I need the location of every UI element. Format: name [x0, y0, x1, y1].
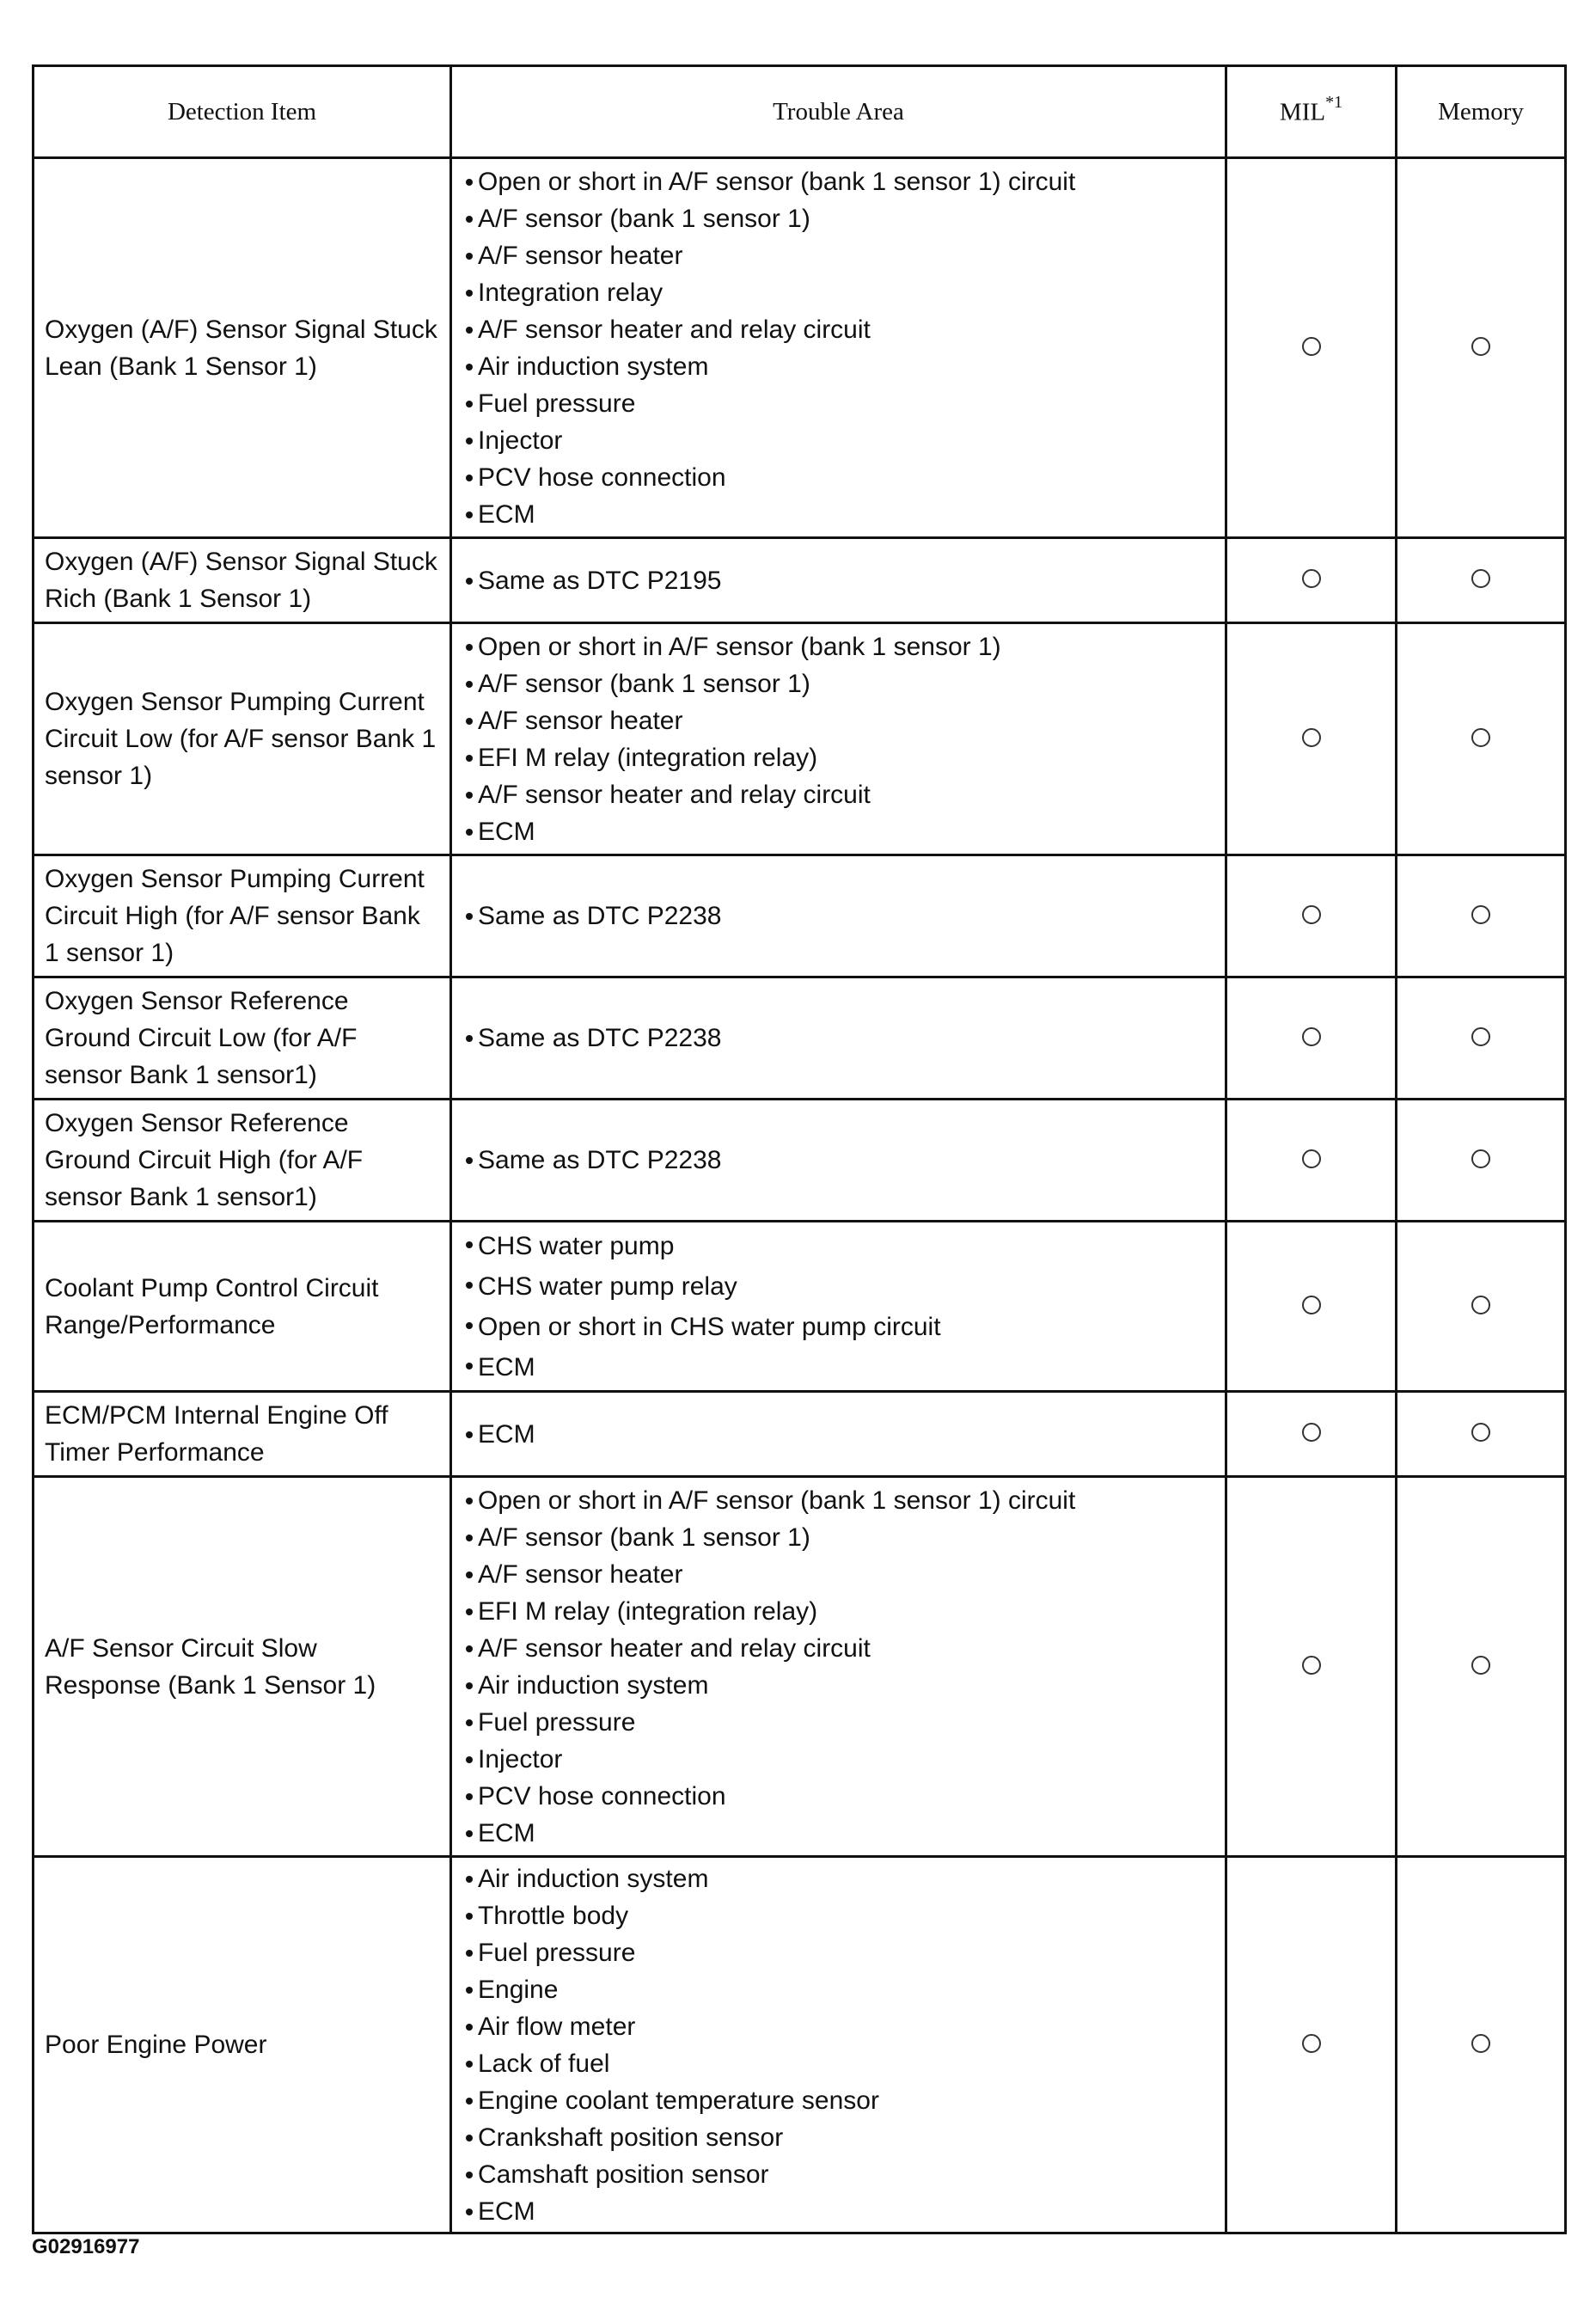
trouble-area-list — [478, 1226, 1225, 1388]
detection-item-cell: Oxygen Sensor Pumping Current Circuit High (for A/F sensor Bank 1 sensor 1) — [34, 855, 451, 977]
trouble-area-item: Throttle body — [478, 1897, 1225, 1934]
memory-circle-icon — [1471, 905, 1490, 924]
mil-circle-icon — [1302, 905, 1321, 924]
mil-cell — [1226, 623, 1397, 855]
trouble-area-cell — [451, 1477, 1226, 1857]
mil-circle-icon — [1302, 2034, 1321, 2053]
memory-cell — [1397, 1222, 1566, 1392]
mil-circle-icon — [1302, 1423, 1321, 1442]
memory-cell — [1397, 538, 1566, 623]
mil-circle-icon — [1302, 569, 1321, 588]
header-mil-label: MIL — [1279, 98, 1326, 126]
mil-circle-icon — [1302, 1149, 1321, 1168]
memory-cell — [1397, 977, 1566, 1100]
dtc-table — [32, 64, 1567, 2234]
trouble-area-item: ECM — [478, 1416, 1225, 1453]
figure-id: G02916977 — [32, 2235, 140, 2258]
table-body — [34, 158, 1566, 2233]
table-row — [34, 1100, 1566, 1222]
table-row — [34, 538, 1566, 623]
memory-circle-icon — [1471, 337, 1490, 356]
trouble-area-item: Open or short in A/F sensor (bank 1 sensor 1) circuit — [478, 1482, 1225, 1519]
detection-item-cell: Oxygen Sensor Reference Ground Circuit High (for A/F sensor Bank 1 sensor1) — [34, 1100, 451, 1222]
trouble-area-item: ECM — [478, 1347, 1225, 1388]
trouble-area-item: Air flow meter — [478, 2008, 1225, 2045]
trouble-area-item: A/F sensor heater and relay circuit — [478, 776, 1225, 813]
trouble-area-cell — [451, 623, 1226, 855]
memory-cell — [1397, 1477, 1566, 1857]
trouble-area-list — [478, 1860, 1225, 2230]
trouble-area-item: Lack of fuel — [478, 2045, 1225, 2082]
trouble-area-item: Same as DTC P2238 — [478, 1142, 1225, 1179]
detection-item-cell: Oxygen Sensor Reference Ground Circuit Low (for A/F sensor Bank 1 sensor1) — [34, 977, 451, 1100]
trouble-area-list — [478, 898, 1225, 934]
trouble-area-item: Engine coolant temperature sensor — [478, 2082, 1225, 2119]
trouble-area-item: Injector — [478, 422, 1225, 459]
trouble-area-list — [478, 1482, 1225, 1852]
memory-cell — [1397, 855, 1566, 977]
detection-item-cell: Oxygen (A/F) Sensor Signal Stuck Rich (Bank 1 Sensor 1) — [34, 538, 451, 623]
trouble-area-item: PCV hose connection — [478, 1778, 1225, 1815]
memory-circle-icon — [1471, 2034, 1490, 2053]
table-row — [34, 855, 1566, 977]
trouble-area-cell — [451, 977, 1226, 1100]
trouble-area-item: Fuel pressure — [478, 385, 1225, 422]
memory-circle-icon — [1471, 1656, 1490, 1675]
memory-cell — [1397, 623, 1566, 855]
trouble-area-item: ECM — [478, 496, 1225, 533]
trouble-area-item: A/F sensor heater — [478, 1556, 1225, 1593]
header-trouble-area: Trouble Area — [451, 66, 1226, 158]
mil-circle-icon — [1302, 1296, 1321, 1314]
mil-cell — [1226, 538, 1397, 623]
table-row — [34, 1392, 1566, 1477]
memory-circle-icon — [1471, 1027, 1490, 1046]
memory-circle-icon — [1471, 1423, 1490, 1442]
detection-item-cell: A/F Sensor Circuit Slow Response (Bank 1 Sensor 1) — [34, 1477, 451, 1857]
trouble-area-item: ECM — [478, 1815, 1225, 1852]
detection-item-cell: Oxygen Sensor Pumping Current Circuit Low (for A/F sensor Bank 1 sensor 1) — [34, 623, 451, 855]
memory-cell — [1397, 1392, 1566, 1477]
trouble-area-item: Fuel pressure — [478, 1704, 1225, 1741]
header-mil — [1226, 66, 1397, 158]
table-row — [34, 1222, 1566, 1392]
mil-cell — [1226, 1100, 1397, 1222]
mil-cell — [1226, 1857, 1397, 2233]
mil-cell — [1226, 1392, 1397, 1477]
trouble-area-cell — [451, 1857, 1226, 2233]
trouble-area-list — [478, 163, 1225, 533]
trouble-area-item: Engine — [478, 1971, 1225, 2008]
mil-cell — [1226, 977, 1397, 1100]
trouble-area-item: Same as DTC P2238 — [478, 1020, 1225, 1057]
trouble-area-item: A/F sensor heater — [478, 237, 1225, 274]
mil-circle-icon — [1302, 1027, 1321, 1046]
trouble-area-item: PCV hose connection — [478, 459, 1225, 496]
header-memory: Memory — [1397, 66, 1566, 158]
trouble-area-cell — [451, 855, 1226, 977]
trouble-area-item: CHS water pump relay — [478, 1266, 1225, 1307]
trouble-area-list — [478, 1416, 1225, 1453]
table-header — [34, 66, 1566, 158]
trouble-area-item: EFI M relay (integration relay) — [478, 1593, 1225, 1630]
header-detection-item: Detection Item — [34, 66, 451, 158]
detection-item-cell: Oxygen (A/F) Sensor Signal Stuck Lean (Bank 1 Sensor 1) — [34, 158, 451, 538]
trouble-area-item: ECM — [478, 2193, 1225, 2230]
memory-circle-icon — [1471, 1149, 1490, 1168]
trouble-area-item: A/F sensor heater and relay circuit — [478, 1630, 1225, 1667]
table-row — [34, 1477, 1566, 1857]
trouble-area-item: Injector — [478, 1741, 1225, 1778]
trouble-area-cell — [451, 1222, 1226, 1392]
trouble-area-item: Fuel pressure — [478, 1934, 1225, 1971]
mil-cell — [1226, 158, 1397, 538]
table-row — [34, 158, 1566, 538]
trouble-area-item: Same as DTC P2195 — [478, 562, 1225, 599]
table-row — [34, 977, 1566, 1100]
trouble-area-item: A/F sensor (bank 1 sensor 1) — [478, 665, 1225, 702]
trouble-area-item: Same as DTC P2238 — [478, 898, 1225, 934]
header-mil-footnote: *1 — [1325, 93, 1343, 113]
memory-circle-icon — [1471, 1296, 1490, 1314]
trouble-area-item: Open or short in A/F sensor (bank 1 sensor 1) circuit — [478, 163, 1225, 200]
detection-item-cell: Coolant Pump Control Circuit Range/Performance — [34, 1222, 451, 1392]
mil-cell — [1226, 1222, 1397, 1392]
trouble-area-item: Camshaft position sensor — [478, 2156, 1225, 2193]
trouble-area-list — [478, 1142, 1225, 1179]
memory-cell — [1397, 1857, 1566, 2233]
mil-cell — [1226, 1477, 1397, 1857]
trouble-area-item: CHS water pump — [478, 1226, 1225, 1266]
trouble-area-cell — [451, 1100, 1226, 1222]
trouble-area-item: Open or short in CHS water pump circuit — [478, 1307, 1225, 1347]
detection-item-cell: Poor Engine Power — [34, 1857, 451, 2233]
mil-circle-icon — [1302, 1656, 1321, 1675]
memory-cell — [1397, 1100, 1566, 1222]
trouble-area-item: EFI M relay (integration relay) — [478, 739, 1225, 776]
table-row — [34, 1857, 1566, 2233]
trouble-area-item: A/F sensor heater — [478, 702, 1225, 739]
trouble-area-item: Crankshaft position sensor — [478, 2119, 1225, 2156]
trouble-area-cell — [451, 1392, 1226, 1477]
trouble-area-list — [478, 562, 1225, 599]
trouble-area-cell — [451, 538, 1226, 623]
trouble-area-item: A/F sensor (bank 1 sensor 1) — [478, 200, 1225, 237]
trouble-area-item: A/F sensor (bank 1 sensor 1) — [478, 1519, 1225, 1556]
trouble-area-item: ECM — [478, 813, 1225, 850]
detection-item-cell: ECM/PCM Internal Engine Off Timer Performance — [34, 1392, 451, 1477]
memory-circle-icon — [1471, 728, 1490, 747]
mil-cell — [1226, 855, 1397, 977]
trouble-area-item: A/F sensor heater and relay circuit — [478, 311, 1225, 348]
trouble-area-item: Air induction system — [478, 1860, 1225, 1897]
trouble-area-cell — [451, 158, 1226, 538]
table-row — [34, 623, 1566, 855]
trouble-area-item: Integration relay — [478, 274, 1225, 311]
mil-circle-icon — [1302, 337, 1321, 356]
memory-cell — [1397, 158, 1566, 538]
mil-circle-icon — [1302, 728, 1321, 747]
memory-circle-icon — [1471, 569, 1490, 588]
trouble-area-item: Open or short in A/F sensor (bank 1 sensor 1) — [478, 628, 1225, 665]
trouble-area-item: Air induction system — [478, 348, 1225, 385]
trouble-area-list — [478, 628, 1225, 850]
trouble-area-item: Air induction system — [478, 1667, 1225, 1704]
trouble-area-list — [478, 1020, 1225, 1057]
